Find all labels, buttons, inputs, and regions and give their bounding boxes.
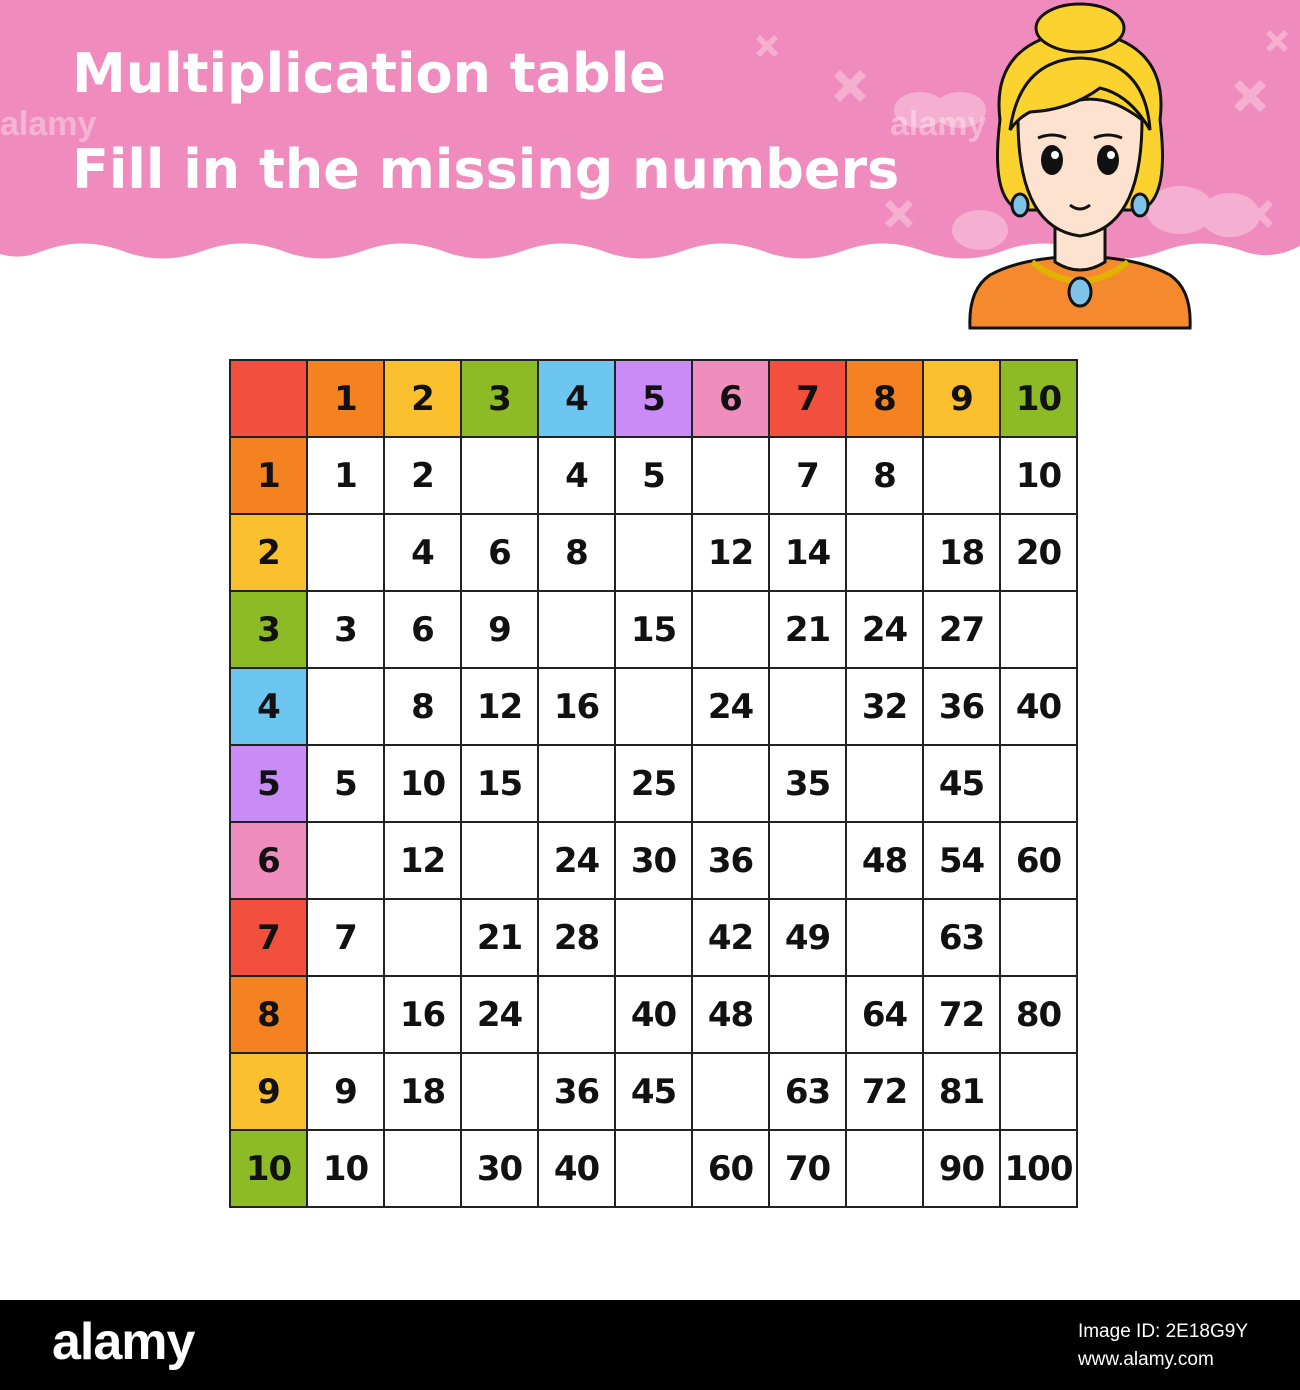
product-cell: 72: [847, 1054, 924, 1131]
product-cell: 18: [385, 1054, 462, 1131]
blank-answer-cell[interactable]: [693, 438, 770, 515]
blank-answer-cell[interactable]: [1001, 1054, 1078, 1131]
blank-answer-cell[interactable]: [770, 669, 847, 746]
blank-answer-cell[interactable]: [462, 823, 539, 900]
product-cell: 2: [385, 438, 462, 515]
product-cell: 16: [539, 669, 616, 746]
product-cell: 27: [924, 592, 1001, 669]
product-cell: 60: [693, 1131, 770, 1208]
row-header-5: 5: [231, 746, 308, 823]
product-cell: 12: [462, 669, 539, 746]
product-cell: 4: [385, 515, 462, 592]
product-cell: 49: [770, 900, 847, 977]
product-cell: 20: [1001, 515, 1078, 592]
row-header-9: 9: [231, 1054, 308, 1131]
blank-answer-cell[interactable]: [616, 669, 693, 746]
product-cell: 8: [385, 669, 462, 746]
product-cell: 36: [693, 823, 770, 900]
product-cell: 15: [616, 592, 693, 669]
product-cell: 7: [770, 438, 847, 515]
product-cell: 10: [308, 1131, 385, 1208]
image-id: Image ID: 2E18G9Y: [1077, 1321, 1248, 1342]
blank-answer-cell[interactable]: [308, 669, 385, 746]
product-cell: 72: [924, 977, 1001, 1054]
row-header-3: 3: [231, 592, 308, 669]
product-cell: 8: [539, 515, 616, 592]
product-cell: 45: [616, 1054, 693, 1131]
blank-answer-cell[interactable]: [1001, 592, 1078, 669]
column-header-9: 9: [924, 361, 1001, 438]
product-cell: 42: [693, 900, 770, 977]
blank-answer-cell[interactable]: [847, 515, 924, 592]
product-cell: 6: [462, 515, 539, 592]
row-header-1: 1: [231, 438, 308, 515]
product-cell: 21: [770, 592, 847, 669]
product-cell: 9: [308, 1054, 385, 1131]
blank-answer-cell[interactable]: [770, 823, 847, 900]
blank-answer-cell[interactable]: [616, 900, 693, 977]
product-cell: 81: [924, 1054, 1001, 1131]
blank-answer-cell[interactable]: [385, 900, 462, 977]
blank-answer-cell[interactable]: [308, 823, 385, 900]
product-cell: 48: [847, 823, 924, 900]
blank-answer-cell[interactable]: [924, 438, 1001, 515]
product-cell: 3: [308, 592, 385, 669]
product-cell: 40: [1001, 669, 1078, 746]
product-cell: 80: [1001, 977, 1078, 1054]
product-cell: 24: [539, 823, 616, 900]
product-cell: 24: [693, 669, 770, 746]
product-cell: 24: [462, 977, 539, 1054]
blank-answer-cell[interactable]: [539, 592, 616, 669]
blank-answer-cell[interactable]: [616, 515, 693, 592]
row-header-8: 8: [231, 977, 308, 1054]
blank-answer-cell[interactable]: [539, 977, 616, 1054]
product-cell: 10: [1001, 438, 1078, 515]
product-cell: 100: [1001, 1131, 1078, 1208]
column-header-3: 3: [462, 361, 539, 438]
product-cell: 36: [539, 1054, 616, 1131]
column-header-10: 10: [1001, 361, 1078, 438]
product-cell: 6: [385, 592, 462, 669]
footer-image-code: [1078, 1318, 1248, 1374]
column-header-1: 1: [308, 361, 385, 438]
blank-answer-cell[interactable]: [539, 746, 616, 823]
column-header-4: 4: [539, 361, 616, 438]
footer-logo: alamy: [52, 1313, 195, 1371]
product-cell: 4: [539, 438, 616, 515]
website: www.alamy.com: [1077, 1349, 1214, 1370]
blank-answer-cell[interactable]: [847, 1131, 924, 1208]
product-cell: 14: [770, 515, 847, 592]
product-cell: 5: [616, 438, 693, 515]
product-cell: 64: [847, 977, 924, 1054]
blank-answer-cell[interactable]: [1001, 746, 1078, 823]
product-cell: 15: [462, 746, 539, 823]
blank-answer-cell[interactable]: [308, 515, 385, 592]
blank-answer-cell[interactable]: [308, 977, 385, 1054]
product-cell: 21: [462, 900, 539, 977]
product-cell: 70: [770, 1131, 847, 1208]
column-header-6: 6: [693, 361, 770, 438]
blank-answer-cell[interactable]: [693, 1054, 770, 1131]
product-cell: 25: [616, 746, 693, 823]
multiplication-table: [229, 359, 1078, 1208]
column-header-8: 8: [847, 361, 924, 438]
column-header-5: 5: [616, 361, 693, 438]
blank-answer-cell[interactable]: [385, 1131, 462, 1208]
product-cell: 90: [924, 1131, 1001, 1208]
row-header-2: 2: [231, 515, 308, 592]
product-cell: 63: [924, 900, 1001, 977]
product-cell: 48: [693, 977, 770, 1054]
footer-bar: [0, 1300, 1300, 1390]
product-cell: 18: [924, 515, 1001, 592]
blank-answer-cell[interactable]: [1001, 900, 1078, 977]
product-cell: 16: [385, 977, 462, 1054]
product-cell: 40: [539, 1131, 616, 1208]
row-header-6: 6: [231, 823, 308, 900]
blank-answer-cell[interactable]: [770, 977, 847, 1054]
blank-answer-cell[interactable]: [462, 1054, 539, 1131]
product-cell: 30: [616, 823, 693, 900]
watermark-text: alamy: [890, 105, 987, 143]
title-line-1: Multiplication table: [72, 42, 666, 105]
blank-answer-cell[interactable]: [462, 438, 539, 515]
product-cell: 60: [1001, 823, 1078, 900]
product-cell: 8: [847, 438, 924, 515]
product-cell: 63: [770, 1054, 847, 1131]
blank-answer-cell[interactable]: [847, 900, 924, 977]
row-header-7: 7: [231, 900, 308, 977]
column-header-2: 2: [385, 361, 462, 438]
product-cell: 32: [847, 669, 924, 746]
product-cell: 36: [924, 669, 1001, 746]
product-cell: 24: [847, 592, 924, 669]
product-cell: 10: [385, 746, 462, 823]
product-cell: 5: [308, 746, 385, 823]
product-cell: 35: [770, 746, 847, 823]
product-cell: 45: [924, 746, 1001, 823]
product-cell: 7: [308, 900, 385, 977]
table-corner-cell: [231, 361, 308, 438]
blank-answer-cell[interactable]: [693, 746, 770, 823]
product-cell: 9: [462, 592, 539, 669]
product-cell: 28: [539, 900, 616, 977]
product-cell: 54: [924, 823, 1001, 900]
product-cell: 12: [693, 515, 770, 592]
girl-character-illustration: [960, 0, 1200, 330]
row-header-4: 4: [231, 669, 308, 746]
product-cell: 40: [616, 977, 693, 1054]
row-header-10: 10: [231, 1131, 308, 1208]
blank-answer-cell[interactable]: [693, 592, 770, 669]
watermark-text: alamy: [0, 105, 97, 143]
product-cell: 12: [385, 823, 462, 900]
blank-answer-cell[interactable]: [616, 1131, 693, 1208]
column-header-7: 7: [770, 361, 847, 438]
blank-answer-cell[interactable]: [847, 746, 924, 823]
product-cell: 1: [308, 438, 385, 515]
product-cell: 30: [462, 1131, 539, 1208]
title-line-2: Fill in the missing numbers: [72, 138, 900, 201]
